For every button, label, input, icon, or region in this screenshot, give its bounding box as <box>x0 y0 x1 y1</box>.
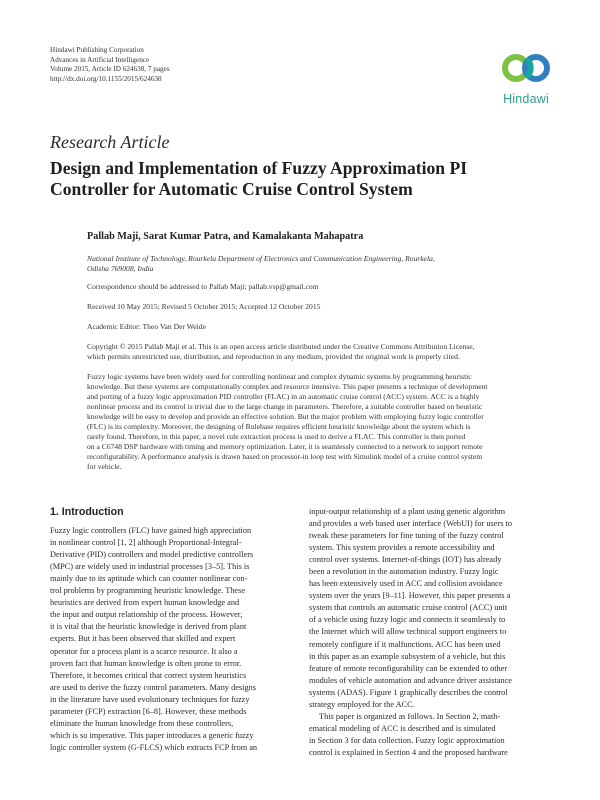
affiliation-line: National Institute of Technology, Rourkela Department of Electronics and Communication Engineering, Rourkela, <box>87 254 435 263</box>
body-line: input-output relationship of a plant using genetic algorithm <box>309 507 506 516</box>
doi-link[interactable]: http://dx.doi.org/10.1155/2015/624638 <box>50 74 162 83</box>
body-line: parameter (FCP) extraction [6–8]. However, these methods <box>50 706 247 716</box>
abstract-line: (FLC) is its complexity. Moreover, the designing of Rulebase requires efficient heuristic knowledge about the system which is <box>87 422 471 431</box>
affiliation <box>87 254 557 274</box>
body-line: experts. But it has been observed that skilled and expert <box>50 634 236 644</box>
body-line: remotely configure if it malfunctions. ACC has been used <box>309 639 501 649</box>
author-list: Pallab Maji, Sarat Kumar Patra, and Kamalakanta Mahapatra <box>87 231 364 242</box>
body-line: are used to derive the fuzzy control parameters. Many designs <box>50 682 256 692</box>
title-line: Design and Implementation of Fuzzy Approximation PI <box>50 158 468 178</box>
body-line: Fuzzy logic controllers (FLC) have gained high appreciation <box>50 526 252 536</box>
body-line: modules of vehicle automation and advance driver assistance <box>309 675 512 685</box>
body-line: has been extensively used in ACC and collision avoidance <box>309 579 503 589</box>
abstract-line: on a C6748 DSP hardware with timing and memory optimization. Later, it is seamlessly connected to a network to support remote <box>87 442 483 451</box>
logo-wordmark: Hindawi <box>503 92 549 106</box>
front-matter <box>87 232 557 472</box>
section-heading-introduction: 1. Introduction <box>50 506 124 518</box>
body-line: tweak these parameters for fine tuning of the fuzzy control <box>309 531 504 541</box>
abstract-line: knowledge will be easy to develop and provide an effective solution. But the major problem with employing fuzzy logic controller <box>87 412 484 421</box>
body-line: in the literature have used evolutionary techniques for fuzzy <box>50 694 250 704</box>
body-line: feature of remote reconfigurability can be extended to other <box>309 663 508 673</box>
academic-editor: Academic Editor: Theo Van Der Weide <box>87 322 206 331</box>
article-type: Research Article <box>50 132 170 152</box>
body-line: and provides a web based user interface (WebUI) for users to <box>309 519 512 529</box>
body-line: mainly due to its aptitude which can counter nonlinear con- <box>50 574 248 584</box>
hindawi-logo <box>492 46 560 108</box>
left-column <box>50 506 308 754</box>
abstract-line: nonlinear process and its control is trivial due to the large change in parameters. Therefore, a suitable controller based on heuristic <box>87 402 483 411</box>
body-line: in nonlinear control [1, 2] although Proportional-Integral- <box>50 538 242 548</box>
body-line: of a vehicle using fuzzy logic and connects it seamlessly to <box>309 615 506 625</box>
correspondence: Correspondence should be addressed to Pallab Maji; pallab.vsp@gmail.com <box>87 282 319 291</box>
body-line: in Section 3 for data collection. Fuzzy logic approximation <box>309 735 505 745</box>
title-line: Controller for Automatic Cruise Control System <box>50 179 413 199</box>
copyright-line: which permits unrestricted use, distribution, and reproduction in any medium, provided the original work is properly cited. <box>87 352 460 361</box>
publisher-name: Hindawi Publishing Corporation <box>50 46 144 54</box>
body-line: strategy employed for the ACC. <box>309 699 415 709</box>
body-line: Derivative (PID) controllers and model predictive controllers <box>50 550 254 560</box>
abstract-line: rarely found. Therefore, in this paper, a novel rule extraction process is used to derive a FLAC. This controller is then ported <box>87 432 466 441</box>
body-line: control is explained in Section 4 and the proposed hardware <box>309 747 508 757</box>
abstract-line: and porting of a fuzzy logic approximation PID controller (FLAC) in an automatic cruise control (ACC) system. ACC is a highly <box>87 392 480 401</box>
right-column <box>309 506 567 759</box>
copyright-notice <box>87 342 557 362</box>
body-line: logic controller system (G-FLCS) which extracts FCP from an <box>50 742 258 752</box>
body-line: control over systems. Internet-of-things (IOT) has already <box>309 555 502 565</box>
body-line: This paper is organized as follows. In Section 2, math- <box>319 711 501 721</box>
body-line: the Internet which will allow technical support engineers to <box>309 627 507 637</box>
body-line: in this paper as an example subsystem of a vehicle, but this <box>309 651 506 661</box>
body-line: (MPC) are widely used in industrial processes [3–5]. This is <box>50 562 250 572</box>
journal-header <box>50 46 170 84</box>
body-line: heuristics are derived from expert human knowledge and <box>50 598 240 608</box>
abstract-line: for vehicle. <box>87 462 122 471</box>
hindawi-rings-icon <box>492 46 560 92</box>
body-line: proven fact that human knowledge is often prone to error. <box>50 658 242 668</box>
body-line: it is vital that the heuristic knowledge is derived from plant <box>50 622 247 632</box>
volume-info: Volume 2015, Article ID 624638, 7 pages <box>50 65 170 74</box>
body-line: trol problems by programming heuristic knowledge. These <box>50 586 246 596</box>
abstract-line: knowledge. But these systems are computationally complex and resource intensive. This paper presents a technique of development <box>87 382 488 391</box>
body-line: eliminate the human knowledge from these controllers, <box>50 718 234 728</box>
abstract-line: Fuzzy logic systems have been widely used for controlling nonlinear and complex dynamic systems by programming heuristic <box>87 372 472 381</box>
received-dates: Received 10 May 2015; Revised 5 October 2015; Accepted 12 October 2015 <box>87 302 321 311</box>
abstract-line: reconfigurability. A performance analysis is drawn based on processor-in loop test with Simulink model of a cruise control system <box>87 452 483 461</box>
body-line: been a revolution in the automation industry. Fuzzy logic <box>309 567 499 577</box>
body-line: which is so imperative. This paper introduces a generic fuzzy <box>50 730 254 740</box>
copyright-line: Copyright © 2015 Pallab Maji et al. This is an open access article distributed under the Creative Commons Attribution License, <box>87 342 475 351</box>
body-line: system over the years [9–11]. However, this paper presents a <box>309 591 511 601</box>
body-line: the input and output relationship of the process. However, <box>50 610 243 620</box>
abstract <box>87 372 557 472</box>
body-line: operator for a process plant is a scarce resource. It also a <box>50 646 238 656</box>
body-line: systems (ADAS). Figure 1 graphically describes the control <box>309 687 508 697</box>
journal-name: Advances in Artificial Intelligence <box>50 55 150 64</box>
body-line: Therefore, it becomes critical that correct system heuristics <box>50 670 247 680</box>
affiliation-line: Odisha 769008, India <box>87 264 154 273</box>
paper-title <box>50 158 570 200</box>
body-line: system that controls an automatic cruise control (ACC) unit <box>309 603 508 613</box>
body-line: system. This system provides a remote accessibility and <box>309 543 495 553</box>
body-line: ematical modeling of ACC is described and is simulated <box>309 723 496 733</box>
